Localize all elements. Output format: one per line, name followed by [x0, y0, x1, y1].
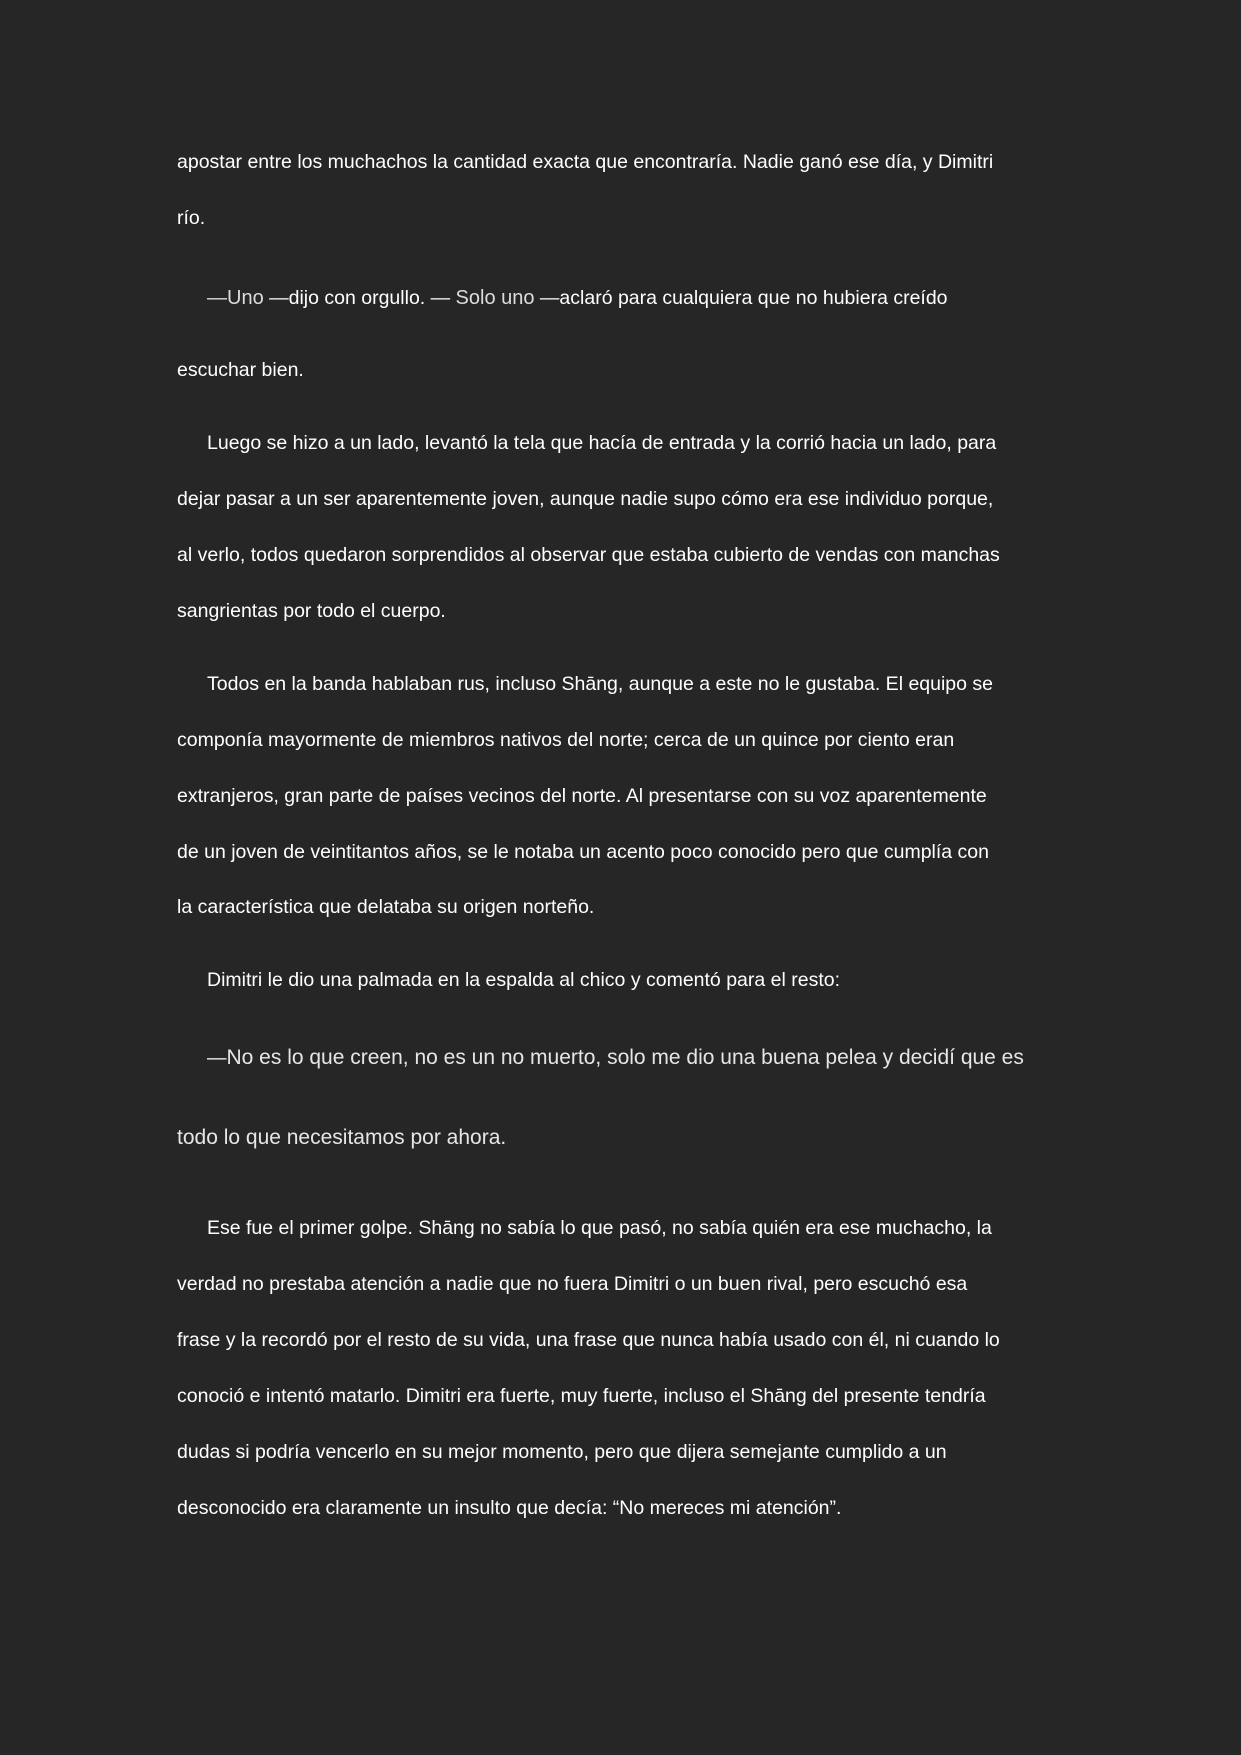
dialogue-speech: Uno — [227, 287, 264, 309]
paragraph-line: extranjeros, gran parte de países vecinos del norte. Al presentarse con su voz aparentemente — [177, 785, 987, 807]
paragraph-line: Dimitri le dio una palmada en la espalda al chico y comentó para el resto: — [207, 969, 841, 991]
paragraph-line: escuchar bien. — [177, 359, 304, 381]
paragraph-line: sangrientas por todo el cuerpo. — [177, 600, 446, 622]
dialogue-speech: No es lo que creen, no es un no muerto, solo me dio una buena pelea y decidí que es — [226, 1046, 1024, 1069]
paragraph-line: apostar entre los muchachos la cantidad exacta que encontraría. Nadie ganó ese día, y Dimitri — [177, 151, 994, 173]
dialogue-dash: — — [207, 287, 227, 309]
paragraph-line: la característica que delataba su origen norteño. — [177, 896, 595, 918]
paragraph-line: Ese fue el primer golpe. Shāng no sabía lo que pasó, no sabía quién era ese muchacho, la — [207, 1217, 992, 1239]
paragraph-line: frase y la recordó por el resto de su vida, una frase que nunca había usado con él, ni cuando lo — [177, 1329, 1000, 1351]
dialogue-speech: Solo uno — [455, 287, 535, 309]
paragraph-line: Todos en la banda hablaban rus, incluso Shāng, aunque a este no le gustaba. El equipo se — [207, 673, 994, 695]
dialogue-dash: — — [207, 1047, 227, 1069]
dialogue-line — [207, 286, 948, 310]
narration: —dijo con orgullo. — — [263, 287, 456, 309]
dialogue-line: todo lo que necesitamos por ahora. — [177, 1126, 507, 1149]
paragraph-line: río. — [177, 207, 206, 229]
paragraph-line: al verlo, todos quedaron sorprendidos al observar que estaba cubierto de vendas con manchas — [177, 544, 1000, 566]
paragraph-line: dejar pasar a un ser aparentemente joven, aunque nadie supo cómo era ese individuo porque, — [177, 488, 994, 510]
paragraph-line: Luego se hizo a un lado, levantó la tela que hacía de entrada y la corrió hacia un lado, para — [207, 432, 997, 454]
paragraph-line: verdad no prestaba atención a nadie que no fuera Dimitri o un buen rival, pero escuchó esa — [177, 1273, 968, 1295]
narration: —aclaró para cualquiera que no hubiera creído — [534, 287, 948, 309]
paragraph-line: conoció e intentó matarlo. Dimitri era fuerte, muy fuerte, incluso el Shāng del presente tendría — [177, 1385, 986, 1407]
paragraph-line: dudas si podría vencerlo en su mejor momento, pero que dijera semejante cumplido a un — [177, 1441, 947, 1463]
paragraph-line: de un joven de veintitantos años, se le notaba un acento poco conocido pero que cumplía con — [177, 841, 989, 863]
paragraph-line: desconocido era claramente un insulto que decía: “No mereces mi atención”. — [177, 1497, 842, 1519]
paragraph-line: componía mayormente de miembros nativos del norte; cerca de un quince por ciento eran — [177, 729, 955, 751]
dialogue-line — [207, 1046, 1024, 1070]
